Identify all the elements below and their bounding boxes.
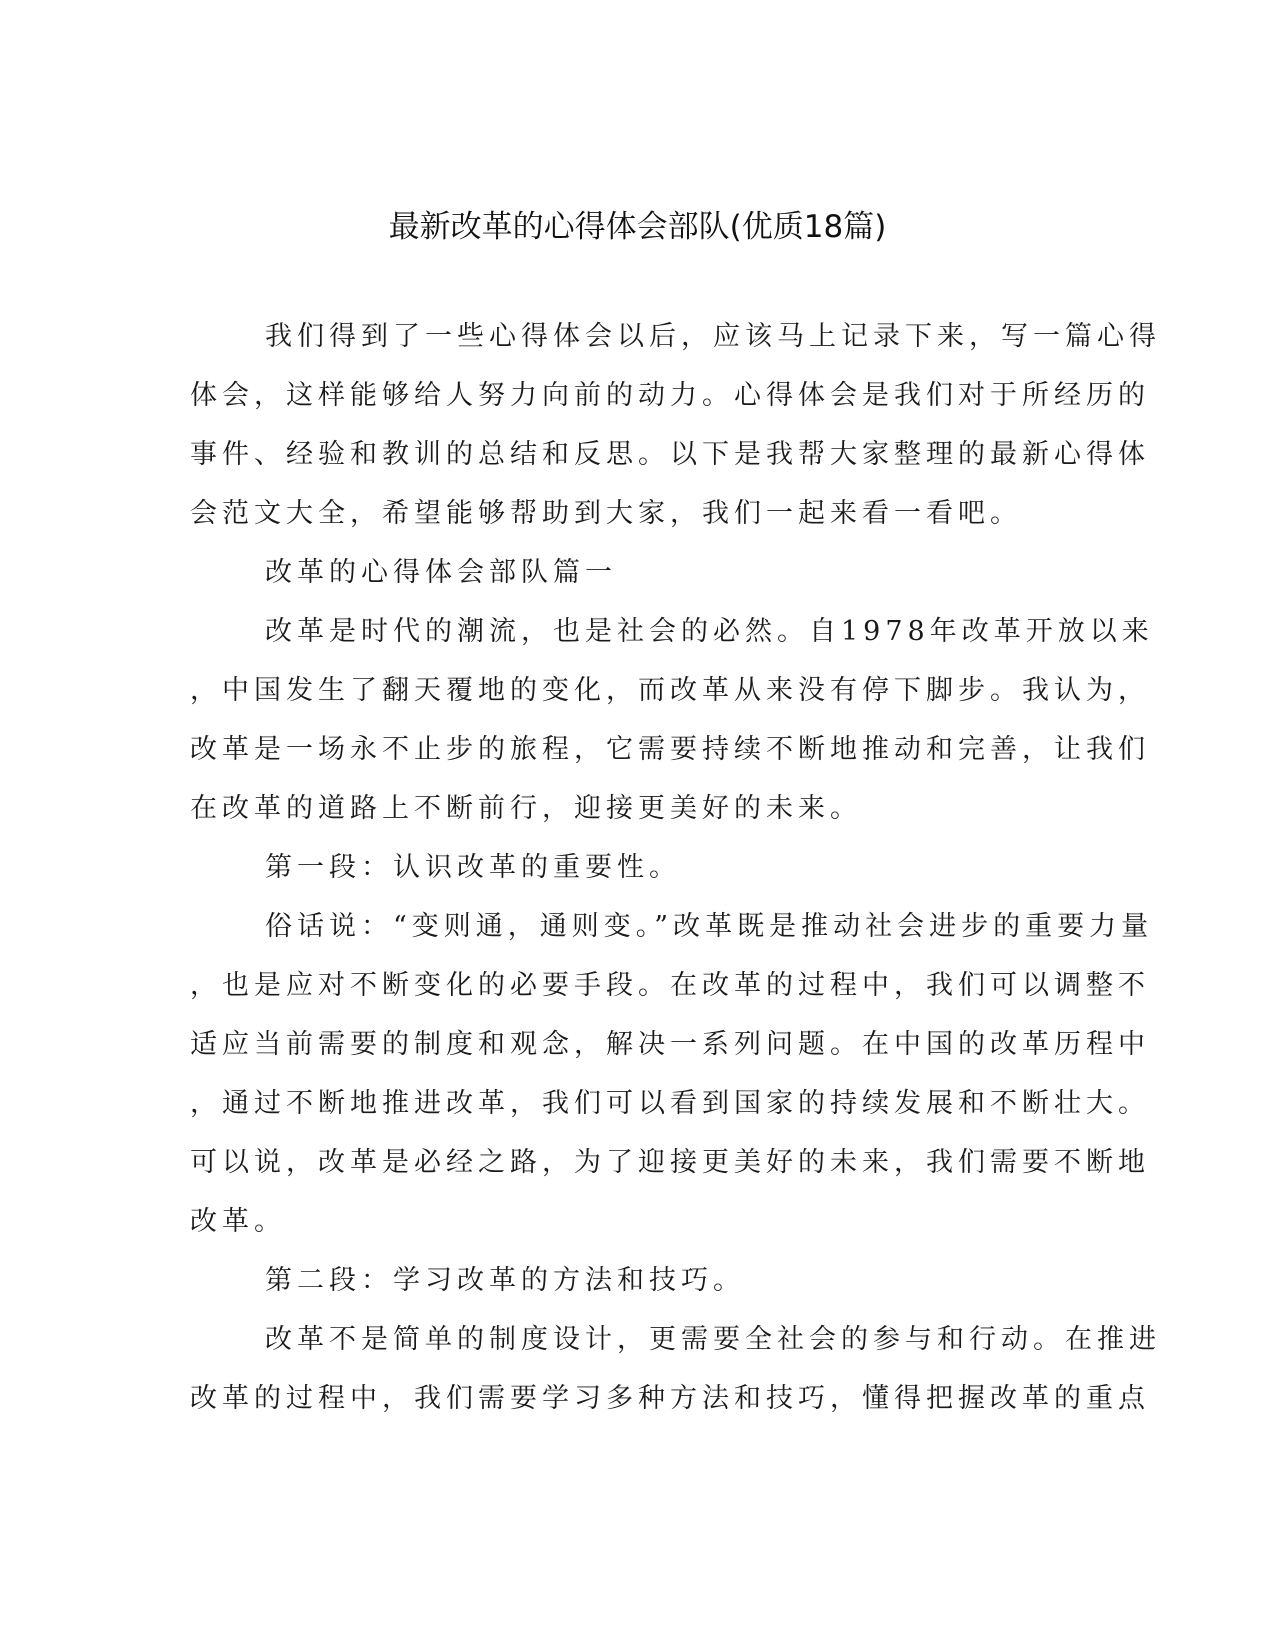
text-line: ，也是应对不断变化的必要手段。在改革的过程中，我们可以调整不 <box>190 970 1150 1001</box>
text-line: 体会，这样能够给人努力向前的动力。心得体会是我们对于所经历的 <box>190 380 1150 411</box>
text-line: 俗话说：“变则通，通则变。”改革既是推动社会进步的重要力量 <box>265 911 1154 942</box>
text-line: 改革是时代的潮流，也是社会的必然。自1978年改革开放以来 <box>265 616 1154 647</box>
text-line: 在改革的道路上不断前行，迎接更美好的未来。 <box>190 793 862 824</box>
text-line: 改革。 <box>190 1206 286 1237</box>
section-heading: 第二段：学习改革的方法和技巧。 <box>265 1265 745 1296</box>
text-line: 改革的过程中，我们需要学习多种方法和技巧，懂得把握改革的重点 <box>190 1383 1150 1414</box>
text-line: 改革是一场永不止步的旅程，它需要持续不断地推动和完善，让我们 <box>190 734 1150 765</box>
text-line: 事件、经验和教训的总结和反思。以下是我帮大家整理的最新心得体 <box>190 439 1150 470</box>
text-line: 可以说，改革是必经之路，为了迎接更美好的未来，我们需要不断地 <box>190 1147 1150 1178</box>
text-line: ，通过不断地推进改革，我们可以看到国家的持续发展和不断壮大。 <box>190 1088 1150 1119</box>
text-line: 我们得到了一些心得体会以后，应该马上记录下来，写一篇心得 <box>265 321 1161 352</box>
document-title: 最新改革的心得体会部队(优质18篇) <box>388 209 887 245</box>
text-line: 适应当前需要的制度和观念，解决一系列问题。在中国的改革历程中 <box>190 1029 1150 1060</box>
text-line: 改革不是简单的制度设计，更需要全社会的参与和行动。在推进 <box>265 1324 1161 1355</box>
text-line: ，中国发生了翻天覆地的变化，而改革从来没有停下脚步。我认为， <box>190 675 1150 706</box>
section-heading: 改革的心得体会部队篇一 <box>265 557 617 588</box>
text-line: 会范文大全，希望能够帮助到大家，我们一起来看一看吧。 <box>190 498 1022 529</box>
section-heading: 第一段：认识改革的重要性。 <box>265 852 681 883</box>
